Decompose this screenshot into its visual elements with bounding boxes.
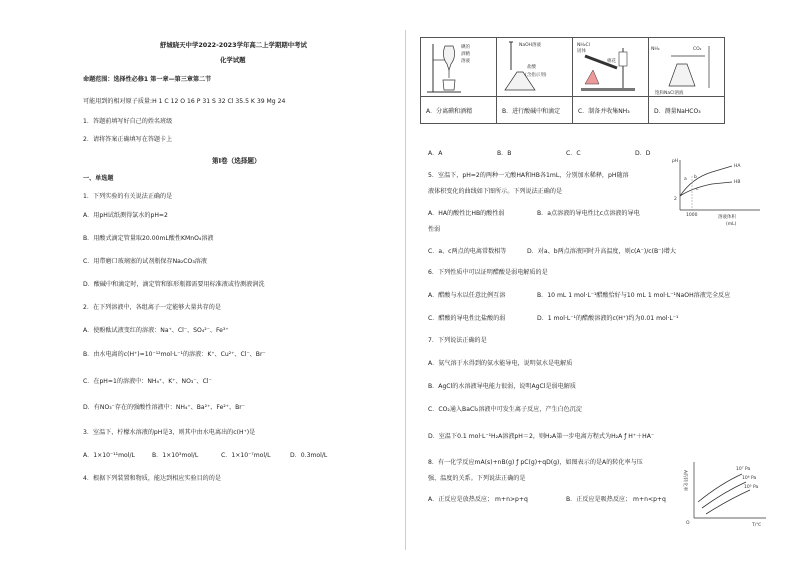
apparatus-d — [649, 38, 725, 97]
apparatus-label: B．进行酸碱中和滴定 — [497, 97, 573, 124]
option: B．AgCl的水溶液导电能力很弱，说明AgCl是弱电解质 — [428, 383, 576, 390]
q4-apparatus-table — [420, 37, 725, 124]
svg-text:NaOH溶液: NaOH溶液 — [519, 43, 542, 48]
svg-text:NH₄Cl: NH₄Cl — [577, 43, 590, 48]
svg-text:2: 2 — [674, 197, 677, 202]
svg-text:b: b — [694, 175, 697, 180]
apparatus-label: D．测量NaHCO₃ — [649, 97, 725, 124]
option: C．1×10⁻⁷mol/L — [221, 452, 271, 459]
option: A．醋酸与水以任意比例互溶 — [428, 292, 506, 299]
curve-1e7 — [698, 474, 742, 502]
note-1: 1．答题前填写好自己的姓名班级 — [83, 118, 173, 125]
conversion-temperature-graph — [680, 458, 770, 528]
separatory-funnel-figure — [421, 38, 491, 96]
svg-text:HB: HB — [734, 180, 741, 185]
question-stem: 8．有一化学反应mA(s)+nB(g) ƒ pC(g)+qD(g)，如图表示的是A的转化率与压 — [428, 459, 643, 466]
question-stem: 6．下列性质中可以证明醋酸是弱电解质的是 — [428, 269, 548, 276]
part-title: 第Ⅰ卷（选择题） — [212, 157, 261, 165]
svg-text:固体: 固体 — [577, 49, 586, 54]
option: A．正反应是放热反应； m+n>p+q — [428, 496, 528, 503]
svg-text:10⁶ Pa: 10⁶ Pa — [742, 476, 757, 481]
ammonia-preparation-figure — [573, 38, 643, 96]
curve-hb — [680, 182, 732, 196]
svg-text:A的转化率: A的转化率 — [682, 470, 687, 492]
section-title: 一、单选题 — [83, 175, 114, 182]
option: D．室温下0.1 mol·L⁻¹H₂A溶液pH＝2，则H₂A第一步电离方程式为H₂A ƒ H⁺＋HA⁻ — [428, 433, 655, 440]
question-stem: 4．根据下列装置和物质，能达到相应实验目的的是 — [83, 475, 221, 482]
option: B．正反应是吸热反应； m+n<p+q — [566, 496, 666, 503]
option: A．使酚酞试液变红的溶液：Na⁺、Cl⁻、SO₄²⁻、Fe³⁺ — [83, 327, 229, 334]
question-stem: 2．在下列溶液中，各组离子一定能够大量共存的是 — [83, 304, 221, 311]
svg-text:HA: HA — [734, 164, 741, 169]
apparatus-c — [573, 38, 649, 97]
svg-text:a: a — [684, 177, 687, 182]
option: B．a点溶液的导电性比c点溶液的导电 — [537, 210, 640, 217]
option: B．B — [497, 150, 512, 157]
svg-text:1000: 1000 — [686, 213, 698, 218]
svg-text:(含指示剂): (含指示剂) — [525, 73, 547, 78]
svg-text:溶液体积: 溶液体积 — [718, 215, 736, 220]
svg-text:O: O — [686, 521, 690, 526]
option: D．1 mol·L⁻¹的醋酸溶液的c(H⁺)约为0.01 mol·L⁻¹ — [537, 315, 679, 322]
question-stem: 3．室温下，柠檬水溶液的pH是3，则其中由水电离出的c(H⁺)是 — [83, 429, 256, 436]
svg-text:NH₄: NH₄ — [651, 47, 660, 52]
svg-text:棉花: 棉花 — [607, 59, 616, 64]
question-stem: 7．下列说法正确的是 — [428, 337, 487, 344]
option: C．在pH=1的溶液中：NH₄⁺、K⁺、NO₃⁻、Cl⁻ — [83, 378, 212, 385]
apparatus-label: C．制备并收集NH₃ — [573, 97, 649, 124]
svg-text:盐酸: 盐酸 — [527, 65, 536, 70]
option: A．HA的酸性比HB的酸性弱 — [428, 210, 505, 217]
option: C．醋酸的导电性比盐酸的弱 — [428, 315, 506, 322]
column-divider — [405, 30, 406, 550]
curve-1e5 — [706, 490, 750, 514]
svg-text:酒精: 酒精 — [461, 52, 470, 57]
option: A．A — [428, 150, 443, 157]
option: B．由水电离的c(H⁺)=10⁻¹²mol·L⁻¹的溶液：K⁺、Cu²⁺、Cl⁻、Br⁻ — [83, 351, 266, 358]
option: D．酸碱中和滴定时，滴定管和锥形瓶都需要用标准液或待测液润洗 — [83, 281, 265, 288]
option: C．用带磨口玻璃塞的试剂瓶保存Na₂CO₃溶液 — [83, 258, 207, 265]
svg-text:10⁵ Pa: 10⁵ Pa — [744, 485, 759, 490]
svg-text:pH: pH — [672, 159, 679, 164]
option: D．D — [635, 150, 651, 157]
svg-text:(mL): (mL) — [726, 222, 737, 227]
option: C．a、c两点的电离常数相等 — [428, 248, 507, 255]
option: D．有NO₃⁻存在的强酸性溶液中：NH₄⁺、Ba²⁺、Fe²⁺、Br⁻ — [83, 404, 245, 411]
option: B．10 mL 1 mol·L⁻¹醋酸恰好与10 mL 1 mol·L⁻¹NaOH溶液完全反应 — [537, 292, 731, 299]
gas-measure-figure — [649, 38, 719, 96]
apparatus-b — [497, 38, 573, 97]
option: C．CO₂通入BaCl₂溶液中可发生离子反应，产生白色沉淀 — [428, 406, 582, 413]
option: A．氨气溶于水得到的氨水能导电，说明氨水是电解质 — [428, 360, 573, 367]
svg-text:T/℃: T/℃ — [752, 523, 762, 528]
ph-dilution-graph — [672, 156, 764, 230]
svg-text:饱和NaCl溶液: 饱和NaCl溶液 — [655, 91, 684, 96]
svg-text:CO₂: CO₂ — [693, 47, 702, 52]
atomic-masses: 可能用到的相对原子质量:H 1 C 12 O 16 P 31 S 32 Cl 35.5 K 39 Mg 24 — [83, 98, 286, 105]
titration-figure — [497, 38, 567, 96]
question-stem: 1．下列实验的有关说法正确的是 — [83, 193, 173, 200]
svg-text:溶液: 溶液 — [461, 59, 470, 64]
option: A．1×10⁻¹¹mol/L — [83, 452, 135, 459]
exam-subtitle: 化学试题 — [220, 56, 246, 64]
svg-text:碘的: 碘的 — [461, 45, 470, 50]
option: D．0.3mol/L — [290, 452, 328, 459]
apparatus-label: A．分离碘和酒精 — [421, 97, 497, 124]
option: 性弱 — [428, 226, 441, 233]
svg-text:c: c — [696, 187, 699, 192]
question-stem: 强、温度的关系。下列说法正确的是 — [428, 475, 526, 482]
option: B．用酸式滴定管量取20.00mL酸性KMnO₄溶液 — [83, 235, 214, 242]
exam-title: 舒城晓天中学2022-2023学年高二上学期期中考试 — [160, 41, 307, 49]
question-stem: 液体积变化的曲线如下图所示。下列说法正确的是 — [428, 188, 563, 195]
option: C．C — [566, 150, 581, 157]
apparatus-a — [421, 38, 497, 97]
option: A．用pH试纸测得氯水的pH=2 — [83, 212, 168, 219]
option: D．对a、b两点溶液同时升高温度，则c(A⁻)/c(B⁻)增大 — [527, 248, 676, 255]
option: B．1×10³mol/L — [152, 452, 199, 459]
note-2: 2．请将答案正确填写在答题卡上 — [83, 136, 173, 143]
svg-text:10⁷ Pa: 10⁷ Pa — [736, 467, 751, 472]
exam-scope: 命题范围：选择性必修1 第一章—第三章第二节 — [83, 76, 212, 83]
question-stem: 5．室温下，pH=2的两种一元酸HA和HB各1mL，分别加水稀释，pH随溶 — [428, 172, 629, 179]
